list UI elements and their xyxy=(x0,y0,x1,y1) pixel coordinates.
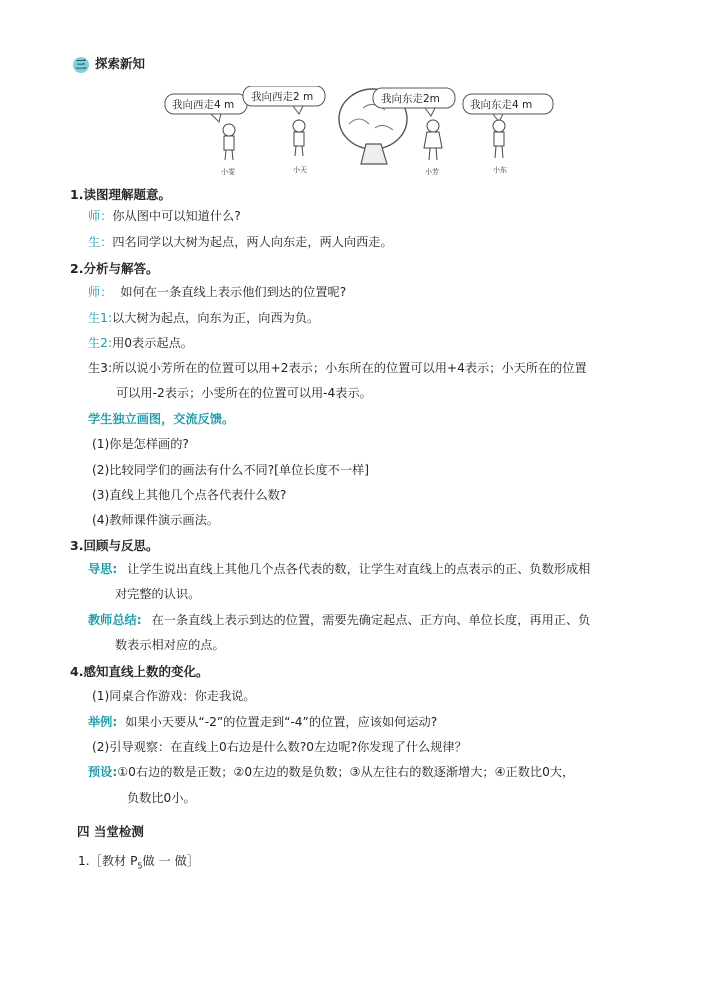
preset-label: 预设: xyxy=(88,765,118,779)
bubble-4-text: 我向东走4 m xyxy=(470,99,533,111)
part2-activity: 学生独立画图，交流反馈。 xyxy=(88,412,235,426)
part2-item-1: (1)你是怎样画的? xyxy=(92,437,189,451)
part2-item-2: (2)比较同学们的画法有什么不同?[单位长度不一样] xyxy=(92,463,369,477)
section4-title: 四 当堂检测 xyxy=(77,824,144,839)
exercise-text-pre: 1.［教材 P xyxy=(78,854,138,868)
part2-student3-text-2: 可以用-2表示；小雯所在的位置可以用-4表示。 xyxy=(116,386,372,400)
name-label-2: 小天 xyxy=(293,166,307,174)
example-label: 举例: xyxy=(88,715,118,729)
part3-guide-text-1: 让学生说出直线上其他几个点各代表的数，让学生对直线上的点表示的正、负数形成相 xyxy=(127,562,591,576)
part3-heading: 3.回顾与反思。 xyxy=(70,538,159,553)
section-header xyxy=(73,54,145,73)
speech-bubble-2 xyxy=(243,86,325,114)
part2-student1-text: 以大树为起点，向东为正，向西为负。 xyxy=(112,311,320,325)
section-badge: 三 xyxy=(73,57,89,73)
part1-answer xyxy=(88,233,393,250)
part3-guide-text-2: 对完整的认识。 xyxy=(115,587,201,601)
teacher-label: 师： xyxy=(88,285,113,299)
child-figure-1 xyxy=(223,124,235,160)
part2-student1 xyxy=(88,309,319,326)
part2-teacher xyxy=(88,283,346,300)
part4-preset-text-2: 负数比0小。 xyxy=(127,791,196,805)
child-figure-3 xyxy=(424,120,442,160)
part1-question xyxy=(88,207,241,224)
guide-label: 导思: xyxy=(88,562,118,576)
part1-answer-text: 四名同学以大树为起点，两人向东走，两人向西走。 xyxy=(112,235,393,249)
exercise-line xyxy=(78,852,199,870)
part3-guide xyxy=(88,560,590,577)
name-label-4: 小东 xyxy=(493,166,507,174)
speech-bubble-1 xyxy=(165,94,247,122)
child-figure-4 xyxy=(493,120,505,158)
part4-preset-text-1: ①0右边的数是正数；②0左边的数是负数；③从左往右的数逐渐增大；④正数比0大， xyxy=(117,765,575,779)
part1-question-text: 你从图中可以知道什么? xyxy=(112,209,241,223)
part2-student3-text-1: 所以说小芳所在的位置可以用+2表示；小东所在的位置可以用+4表示；小天所在的位置 xyxy=(112,361,587,375)
part2-student3 xyxy=(88,359,587,376)
part2-student2-text: 用0表示起点。 xyxy=(112,336,193,350)
name-label-3: 小芳 xyxy=(425,168,439,176)
student1-label: 生1: xyxy=(88,311,113,325)
part4-preset xyxy=(88,763,574,780)
part3-summary-text-2: 数表示相对应的点。 xyxy=(115,638,225,652)
section-title: 探索新知 xyxy=(94,56,145,71)
student-label: 生： xyxy=(88,235,113,249)
part2-heading: 2.分析与解答。 xyxy=(70,261,159,276)
part4-example xyxy=(88,713,437,730)
part1-heading: 1.读图理解题意。 xyxy=(70,187,171,202)
part2-teacher-text: 如何在一条直线上表示他们到达的位置呢? xyxy=(120,285,347,299)
part2-student2 xyxy=(88,334,193,351)
teacher-label: 师： xyxy=(88,209,113,223)
speech-bubble-4 xyxy=(463,94,553,122)
part2-item-3: (3)直线上其他几个点各代表什么数? xyxy=(92,488,287,502)
illustration xyxy=(163,86,563,178)
exercise-text-post: 做 一 做］ xyxy=(142,854,200,868)
part3-summary-text-1: 在一条直线上表示到达的位置，需要先确定起点、正方向、单位长度，再用正、负 xyxy=(151,613,591,627)
name-label-1: 小雯 xyxy=(221,168,235,176)
child-figure-2 xyxy=(293,120,305,156)
part4-example-text: 如果小天要从“-2”的位置走到“-4”的位置，应该如何运动? xyxy=(125,715,438,729)
part4-item-2: (2)引导观察：在直线上0右边是什么数?0左边呢?你发现了什么规律？ xyxy=(92,740,467,754)
bubble-3-text: 我向东走2m xyxy=(381,93,440,105)
summary-label: 教师总结: xyxy=(88,613,142,627)
student2-label: 生2: xyxy=(88,336,113,350)
bubble-2-text: 我向西走2 m xyxy=(251,91,314,103)
bubble-1-text: 我向西走4 m xyxy=(172,99,235,111)
part4-item-1: (1)同桌合作游戏：你走我说。 xyxy=(92,689,256,703)
part2-item-4: (4)教师课件演示画法。 xyxy=(92,513,219,527)
student3-label: 生3: xyxy=(88,361,113,375)
part4-heading: 4.感知直线上数的变化。 xyxy=(70,664,209,679)
part3-summary xyxy=(88,611,590,628)
exercise-subscript: 5 xyxy=(137,861,143,871)
